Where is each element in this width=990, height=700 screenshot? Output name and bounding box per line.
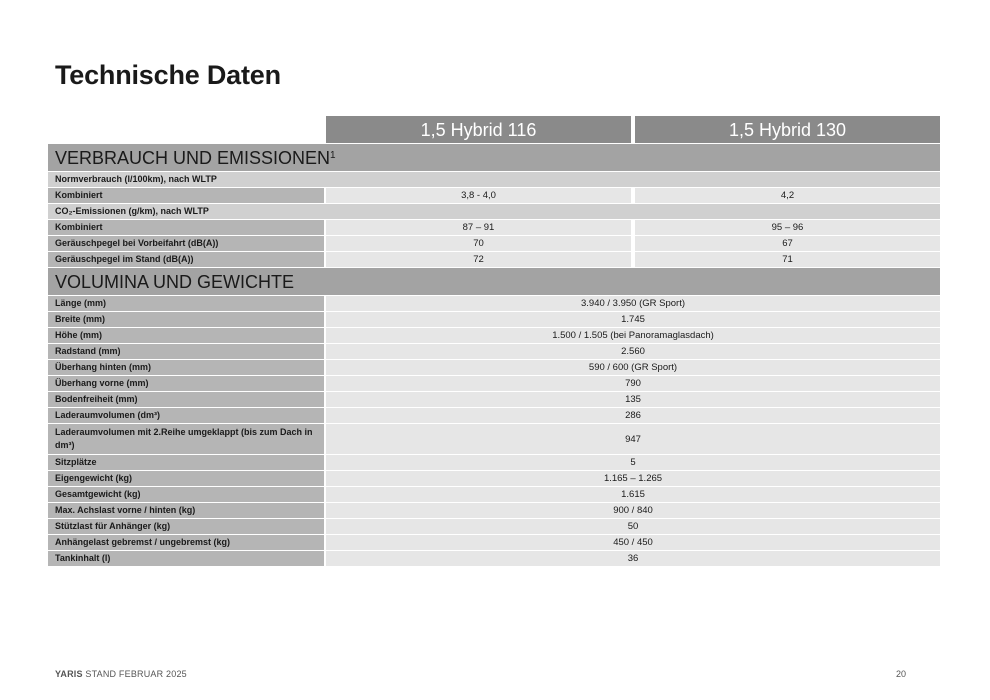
table-row: [48, 296, 940, 311]
subheader-co2: CO₂-Emissionen (g/km), nach WLTP: [48, 204, 940, 219]
table-row: [48, 487, 940, 502]
table-row: [48, 455, 940, 470]
table-row: [48, 424, 940, 454]
row-value-130: 67: [635, 236, 940, 251]
row-value: 1.615: [326, 487, 940, 502]
row-label: Breite (mm): [48, 312, 324, 327]
row-label: Radstand (mm): [48, 344, 324, 359]
section-header-emissions: [48, 144, 940, 171]
row-value: 450 / 450: [326, 535, 940, 550]
row-label: Überhang hinten (mm): [48, 360, 324, 375]
row-label: Länge (mm): [48, 296, 324, 311]
table-row: [48, 376, 940, 391]
row-label: Kombiniert: [48, 188, 324, 203]
row-value: 2.560: [326, 344, 940, 359]
table-row: [48, 360, 940, 375]
subheader-consumption: Normverbrauch (l/100km), nach WLTP: [48, 172, 940, 187]
row-label: Kombiniert: [48, 220, 324, 235]
footnote-marker: 1: [330, 150, 336, 161]
table-row: [48, 503, 940, 518]
table-row: [48, 471, 940, 486]
row-label: Geräuschpegel bei Vorbeifahrt (dB(A)): [48, 236, 324, 251]
row-label: Gesamtgewicht (kg): [48, 487, 324, 502]
row-value: 36: [326, 551, 940, 566]
row-label: Höhe (mm): [48, 328, 324, 343]
table-row: [48, 408, 940, 423]
table-row: [48, 328, 940, 343]
row-label: Laderaumvolumen mit 2.Reihe umgeklappt (bis zum Dach in dm³): [48, 424, 324, 454]
row-label: Stützlast für Anhänger (kg): [48, 519, 324, 534]
section-title: VERBRAUCH UND EMISSIONEN: [55, 148, 331, 168]
row-label: Max. Achslast vorne / hinten (kg): [48, 503, 324, 518]
row-value: 590 / 600 (GR Sport): [326, 360, 940, 375]
row-value-130: 95 – 96: [635, 220, 940, 235]
section-header-volumes: VOLUMINA UND GEWICHTE: [48, 268, 940, 295]
table-row: [48, 392, 940, 407]
row-label: Eigengewicht (kg): [48, 471, 324, 486]
table-row: [48, 220, 940, 235]
table-row: [48, 535, 940, 550]
page-number: 20: [896, 669, 907, 679]
row-value: 790: [326, 376, 940, 391]
table-row: [48, 236, 940, 251]
row-value-116: 87 – 91: [326, 220, 631, 235]
row-label: Tankinhalt (l): [48, 551, 324, 566]
footer-label: [55, 669, 187, 679]
row-label: Anhängelast gebremst / ungebremst (kg): [48, 535, 324, 550]
row-label: Laderaumvolumen (dm³): [48, 408, 324, 423]
row-label: Überhang vorne (mm): [48, 376, 324, 391]
column-header-hybrid-130: 1,5 Hybrid 130: [635, 116, 940, 143]
table-row: [48, 519, 940, 534]
row-value: 900 / 840: [326, 503, 940, 518]
table-row: [48, 344, 940, 359]
column-headers: [326, 116, 940, 143]
row-value: 947: [326, 424, 940, 454]
row-label: Bodenfreiheit (mm): [48, 392, 324, 407]
row-value-116: 72: [326, 252, 631, 267]
footer-text: STAND FEBRUAR 2025: [82, 669, 187, 679]
row-label: Geräuschpegel im Stand (dB(A)): [48, 252, 324, 267]
row-value: 3.940 / 3.950 (GR Sport): [326, 296, 940, 311]
row-value-116: 3,8 - 4,0: [326, 188, 631, 203]
table-row: [48, 188, 940, 203]
row-value: 1.745: [326, 312, 940, 327]
row-value-116: 70: [326, 236, 631, 251]
table-row: [48, 551, 940, 566]
row-value: 135: [326, 392, 940, 407]
row-value: 5: [326, 455, 940, 470]
table-row: [48, 312, 940, 327]
footer-brand: YARIS: [55, 669, 83, 679]
spec-table: [48, 144, 940, 567]
row-label: Sitzplätze: [48, 455, 324, 470]
row-value-130: 71: [635, 252, 940, 267]
table-row: [48, 252, 940, 267]
row-value: 50: [326, 519, 940, 534]
row-value: 1.165 – 1.265: [326, 471, 940, 486]
page-title: Technische Daten: [55, 60, 281, 90]
row-value: 1.500 / 1.505 (bei Panoramaglasdach): [326, 328, 940, 343]
column-header-hybrid-116: 1,5 Hybrid 116: [326, 116, 631, 143]
row-value-130: 4,2: [635, 188, 940, 203]
row-value: 286: [326, 408, 940, 423]
